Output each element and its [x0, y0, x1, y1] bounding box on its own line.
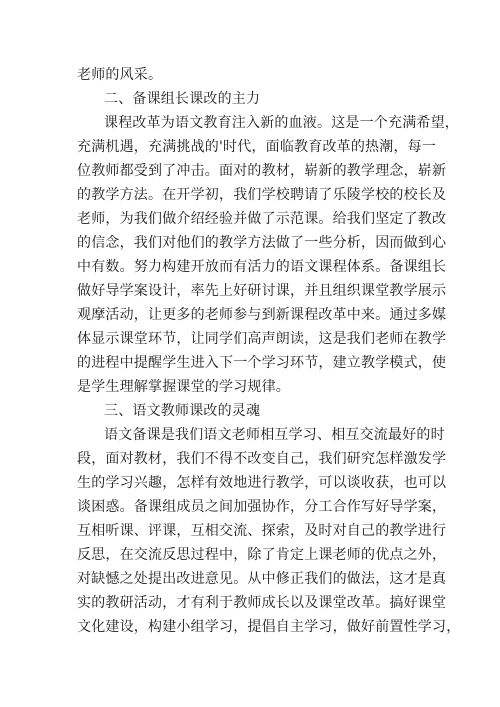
paragraph-line: 体显示课堂环节，让同学们高声朗读，这是我们老师在教学: [77, 331, 447, 347]
paragraph-line: 生的学习兴趣，怎样有效地进行教学，可以谈收获，也可以: [77, 475, 447, 491]
paragraph-line: 谈困惑。备课组成员之间加强协作，分工合作写好导学案，: [77, 499, 447, 515]
paragraph-line: 观摩活动，让更多的老师参与到新课程改革中来。通过多媒: [77, 307, 447, 323]
paragraph-line: 语文备课是我们语文老师相互学习、相互交流最好的时: [104, 427, 445, 443]
paragraph-line: 段，面对教材，我们不得不改变自己，我们研究怎样激发学: [77, 451, 447, 467]
paragraph-line: 互相听课、评课，互相交流、探索，及时对自己的教学进行: [77, 523, 447, 539]
paragraph-line: 的信念，我们对他们的教学方法做了一些分析，因而做到心: [77, 235, 447, 251]
paragraph-line: 是学生理解掌握课堂的学习规律。: [77, 379, 290, 395]
paragraph-line: 老师的风采。: [77, 67, 163, 83]
paragraph-line: 文化建设，构建小组学习，提倡自主学习，做好前置性学习，: [77, 619, 461, 635]
section-heading: 三、语文教师课改的灵魂: [104, 403, 261, 419]
paragraph-line: 做好导学案设计，率先上好研讨课，并且组织课堂教学展示: [77, 283, 447, 299]
paragraph-line: 老师，为我们做介绍经验并做了示范课。给我们坚定了教改: [77, 211, 447, 227]
paragraph-line: 课程改革为语文教育注入新的血液。这是一个充满希望，: [104, 115, 459, 131]
paragraph-line: 反思，在交流反思过程中，除了肯定上课老师的优点之外，: [77, 547, 447, 563]
paragraph-line: 对缺憾之处提出改进意见。从中修正我们的做法，这才是真: [77, 571, 447, 587]
paragraph-line: 中有数。努力构建开放而有活力的语文课程体系。备课组长: [77, 259, 447, 275]
paragraph-line: 位教师都受到了冲击。面对的教材，崭新的教学理念，崭新: [77, 163, 447, 179]
paragraph-line: 充满机遇，充满挑战的'时代，面临教育改革的热潮，每一: [77, 139, 437, 155]
section-heading: 二、备课组长课改的主力: [104, 91, 261, 107]
paragraph-line: 的教学方法。在开学初，我们学校聘请了乐陵学校的校长及: [77, 187, 447, 203]
paragraph-line: 的进程中提醒学生进入下一个学习环节，建立教学模式，使: [77, 355, 447, 371]
paragraph-line: 实的教研活动，才有利于教师成长以及课堂改革。搞好课堂: [77, 595, 447, 611]
